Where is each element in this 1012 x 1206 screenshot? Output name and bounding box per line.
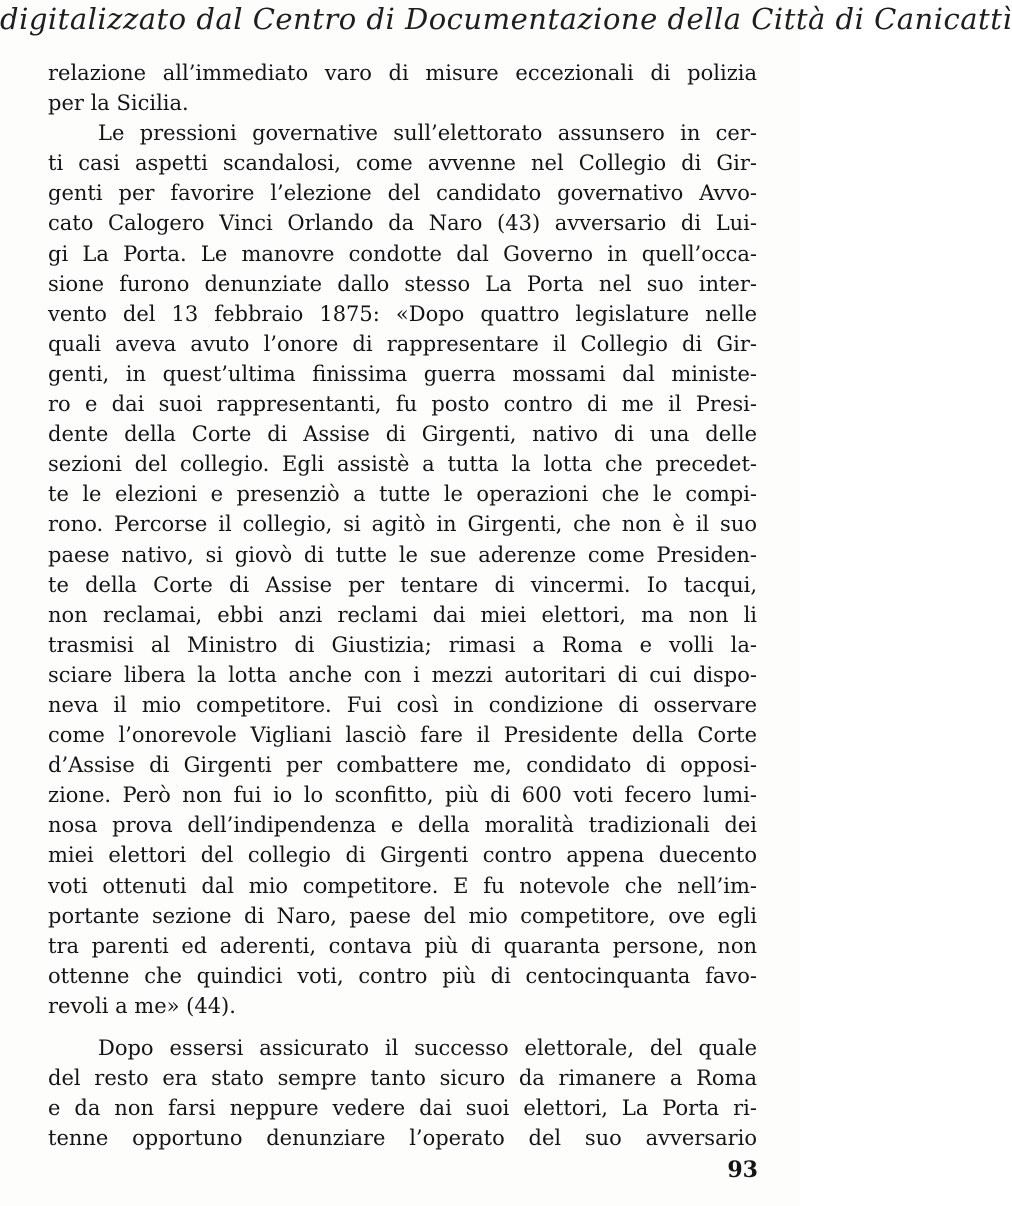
text-line: Le pressioni governative sull’elettorato assunsero in cer-	[98, 121, 757, 146]
text-line: d’Assise di Girgenti per combattere me, condidato di opposi-	[48, 753, 757, 778]
text-line: e da non farsi neppure vedere dai suoi elettori, La Porta ri-	[48, 1096, 757, 1121]
text-line: te della Corte di Assise per tentare di vincermi. Io tacqui,	[48, 572, 757, 597]
text-line: ottenne che quindici voti, contro più di centocinquanta favo-	[48, 963, 757, 988]
text-line: te le elezioni e presenziò a tutte le operazioni che le compi-	[48, 482, 757, 507]
text-line: dente della Corte di Assise di Girgenti, nativo di una delle	[48, 422, 757, 447]
paragraph-spacer	[48, 1021, 757, 1033]
text-line: ti casi aspetti scandalosi, come avvenne nel Collegio di Gir-	[48, 151, 757, 176]
text-line: del resto era stato sempre tanto sicuro da rimanere a Roma	[48, 1066, 757, 1091]
paragraph	[48, 118, 757, 1021]
page-number: 93	[727, 1157, 758, 1183]
text-line: per la Sicilia.	[48, 91, 189, 116]
text-line: Dopo essersi assicurato il successo elettorale, del quale	[98, 1036, 757, 1060]
text-line: quali aveva avuto l’onore di rappresentare il Collegio di Gir-	[48, 331, 757, 356]
text-line: tra parenti ed aderenti, contava più di quaranta persone, non	[48, 933, 757, 958]
text-line: voti ottenuti dal mio competitore. E fu notevole che nell’im-	[48, 873, 757, 898]
text-line: paese nativo, si giovò di tutte le sue aderenze come Presiden-	[48, 542, 757, 567]
text-line: ro e dai suoi rappresentanti, fu posto contro di me il Presi-	[48, 392, 757, 417]
text-line: neva il mio competitore. Fui così in condizione di osservare	[48, 692, 757, 717]
text-line: cato Calogero Vinci Orlando da Naro (43) avversario di Lui-	[48, 211, 757, 236]
text-line: tenne opportuno denunziare l’operato del suo avversario	[48, 1126, 757, 1151]
text-line: non reclamai, ebbi anzi reclami dai miei elettori, ma non li	[48, 602, 757, 627]
text-line: relazione all’immediato varo di misure eccezionali di polizia	[48, 61, 757, 85]
text-line: trasmisi al Ministro di Giustizia; rimasi a Roma e volli la-	[48, 632, 757, 657]
text-line: sione furono denunziate dallo stesso La Porta nel suo inter-	[48, 271, 757, 296]
text-line: sciare libera la lotta anche con i mezzi autoritari di cui dispo-	[48, 662, 757, 687]
digitization-watermark: digitalizzato dal Centro di Documentazione della Città di Canicattì	[0, 2, 1012, 36]
text-line: genti per favorire l’elezione del candidato governativo Avvo-	[48, 181, 757, 206]
text-line: gi La Porta. Le manovre condotte dal Governo in quell’occa-	[48, 241, 757, 266]
text-line: miei elettori del collegio di Girgenti contro appena duecento	[48, 843, 757, 868]
text-line: rono. Percorse il collegio, si agitò in Girgenti, che non è il suo	[48, 512, 757, 537]
text-line: revoli a me» (44).	[48, 993, 236, 1018]
paragraph	[48, 1033, 757, 1153]
text-line: nosa prova dell’indipendenza e della moralità tradizionali dei	[48, 813, 757, 838]
text-line: come l’onorevole Vigliani lasciò fare il Presidente della Corte	[48, 723, 757, 748]
text-line: portante sezione di Naro, paese del mio competitore, ove egli	[48, 903, 757, 928]
text-line: zione. Però non fui io lo sconfitto, più di 600 voti fecero lumi-	[48, 783, 757, 808]
text-line: sezioni del collegio. Egli assistè a tutta la lotta che precedet-	[48, 452, 757, 477]
text-line: genti, in quest’ultima finissima guerra mossami dal ministe-	[48, 361, 757, 386]
text-line: vento del 13 febbraio 1875: «Dopo quattro legislature nelle	[48, 301, 757, 326]
body-text	[48, 58, 757, 1153]
paragraph	[48, 58, 757, 118]
